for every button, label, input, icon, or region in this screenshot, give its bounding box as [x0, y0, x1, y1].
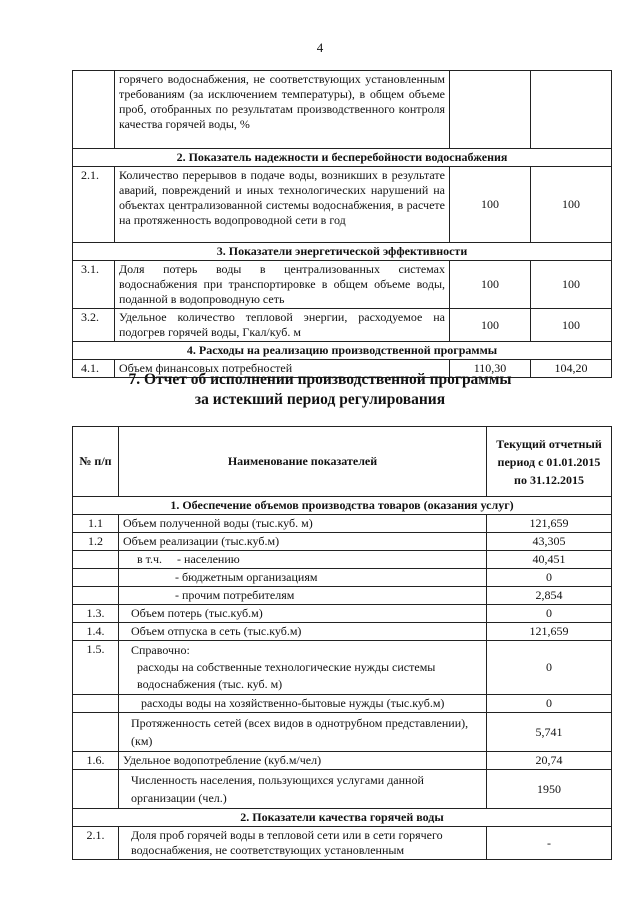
header-name: Наименование показателей	[119, 427, 487, 497]
section-row	[73, 149, 612, 167]
value-cell: 0	[487, 605, 612, 623]
row-number: 1.6.	[73, 752, 119, 770]
value-cell: 2,854	[487, 587, 612, 605]
row-number	[73, 569, 119, 587]
table-row	[73, 752, 612, 770]
row-number: 3.1.	[73, 261, 115, 309]
value-cell: 40,451	[487, 551, 612, 569]
section-row	[73, 809, 612, 827]
table-row	[73, 713, 612, 752]
value-cell: 104,20	[531, 360, 612, 378]
value-cell: 20,74	[487, 752, 612, 770]
section-row	[73, 497, 612, 515]
row-label: расходы на собственные технологические нужды системы водоснабжения (тыс. куб. м)	[137, 660, 436, 691]
value-cell: 0	[487, 569, 612, 587]
table-row	[73, 623, 612, 641]
row-number: 4.1.	[73, 360, 115, 378]
section-title: 2. Показатель надежности и бесперебойности водоснабжения	[73, 149, 612, 167]
table-row	[73, 309, 612, 342]
row-text: горячего водоснабжения, не соответствующих установленным требованиям (за исключением температуры), в общем объеме проб, отобранных по результатам производственного контроля качества горячей воды, %	[115, 71, 450, 149]
table-row	[73, 695, 612, 713]
section-title: 1. Обеспечение объемов производства товаров (оказания услуг)	[73, 497, 612, 515]
value-cell: 1950	[487, 770, 612, 809]
table-row	[73, 605, 612, 623]
row-number	[73, 695, 119, 713]
row-text: Доля проб горячей воды в тепловой сети или в сети горячего водоснабжения, не соответствующих установленным	[119, 827, 487, 860]
section-row	[73, 243, 612, 261]
section-heading	[0, 370, 640, 410]
value-cell	[531, 71, 612, 149]
table-row	[73, 641, 612, 695]
value-cell: 121,659	[487, 623, 612, 641]
row-text: - прочим потребителям	[119, 587, 487, 605]
row-number: 1.1	[73, 515, 119, 533]
row-number: 1.3.	[73, 605, 119, 623]
table-row	[73, 770, 612, 809]
value-cell: 100	[531, 261, 612, 309]
row-number	[73, 587, 119, 605]
row-number: 2.1.	[73, 827, 119, 860]
row-label: - населению	[177, 552, 240, 566]
value-cell: -	[487, 827, 612, 860]
row-text: Объем финансовых потребностей	[115, 360, 450, 378]
row-number: 1.2	[73, 533, 119, 551]
row-text: Доля потерь воды в централизованных системах водоснабжения при транспортировке в общем объеме воды, поданной в водопроводную сеть	[115, 261, 450, 309]
value-cell: 100	[450, 309, 531, 342]
value-cell: 43,305	[487, 533, 612, 551]
value-cell: 100	[450, 167, 531, 243]
value-cell: 100	[450, 261, 531, 309]
section-title: 4. Расходы на реализацию производственной программы	[73, 342, 612, 360]
heading-line: за истекший период регулирования	[194, 391, 446, 408]
section-title: 2. Показатели качества горячей воды	[73, 809, 612, 827]
table-row	[73, 551, 612, 569]
row-number	[73, 71, 115, 149]
table-row	[73, 533, 612, 551]
value-cell	[450, 71, 531, 149]
value-cell: 100	[531, 309, 612, 342]
section-row	[73, 342, 612, 360]
row-number	[73, 551, 119, 569]
table-row	[73, 167, 612, 243]
value-cell: 0	[487, 695, 612, 713]
table-row	[73, 587, 612, 605]
row-number	[73, 770, 119, 809]
row-text: Количество перерывов в подаче воды, возникших в результате аварий, повреждений и иных технологических нарушений на объектах централизованной системы водоснабжения, в расчете на протяженность водопроводной сети в год	[115, 167, 450, 243]
header-row	[73, 427, 612, 497]
heading-line: 7. Отчет об исполнении производственной программы	[128, 371, 512, 388]
value-cell: 121,659	[487, 515, 612, 533]
row-text: Численность населения, пользующихся услугами данной организации (чел.)	[119, 770, 487, 809]
row-label: Справочно:	[131, 643, 190, 657]
row-prefix: в т.ч.	[137, 552, 163, 566]
row-number	[73, 713, 119, 752]
row-text	[119, 641, 487, 695]
table-row	[73, 827, 612, 860]
row-number: 1.4.	[73, 623, 119, 641]
row-text: расходы воды на хозяйственно-бытовые нужды (тыс.куб.м)	[119, 695, 487, 713]
value-cell: 100	[531, 167, 612, 243]
value-cell: 5,741	[487, 713, 612, 752]
row-number: 1.5.	[73, 641, 119, 695]
table-row	[73, 71, 612, 149]
table-row	[73, 569, 612, 587]
header-period: Текущий отчетный период с 01.01.2015 по 31.12.2015	[487, 427, 612, 497]
table-row	[73, 261, 612, 309]
report-table	[72, 426, 612, 860]
header-num: № п/п	[73, 427, 119, 497]
row-number: 2.1.	[73, 167, 115, 243]
row-text: Объем реализации (тыс.куб.м)	[119, 533, 487, 551]
table-row	[73, 515, 612, 533]
row-text: - бюджетным организациям	[119, 569, 487, 587]
value-cell: 0	[487, 641, 612, 695]
row-text: Протяженность сетей (всех видов в однотрубном представлении), (км)	[119, 713, 487, 752]
row-text: Удельное водопотребление (куб.м/чел)	[119, 752, 487, 770]
row-text: Объем полученной воды (тыс.куб. м)	[119, 515, 487, 533]
row-text: Удельное количество тепловой энергии, расходуемое на подогрев горячей воды, Гкал/куб. м	[115, 309, 450, 342]
page-number: 4	[316, 40, 324, 55]
row-text: Объем отпуска в сеть (тыс.куб.м)	[119, 623, 487, 641]
section-title: 3. Показатели энергетической эффективности	[73, 243, 612, 261]
indicators-table	[72, 70, 612, 378]
row-text: Объем потерь (тыс.куб.м)	[119, 605, 487, 623]
row-number: 3.2.	[73, 309, 115, 342]
value-cell: 110,30	[450, 360, 531, 378]
row-text	[119, 551, 487, 569]
